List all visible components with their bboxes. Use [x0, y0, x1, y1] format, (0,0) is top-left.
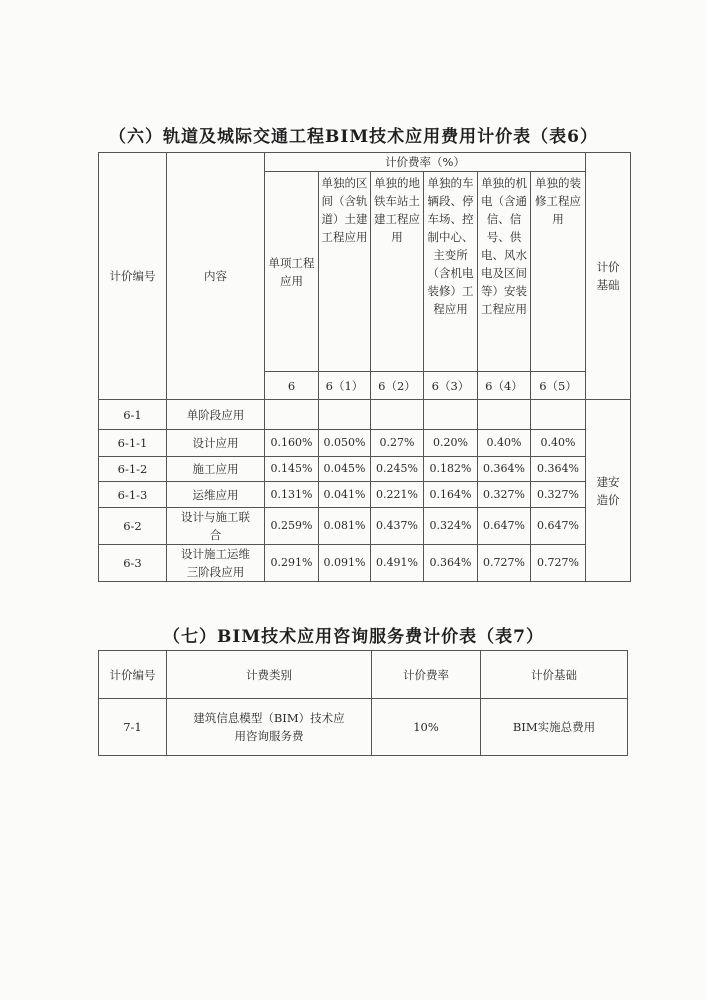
- rate-cell: 0.145%: [265, 457, 319, 482]
- rate-cell: [424, 400, 478, 430]
- row-content: 运维应用: [167, 482, 265, 508]
- row-code: 6-2: [99, 508, 167, 545]
- rate-cell: 0.20%: [424, 430, 478, 457]
- table7-title: （七）BIM技术应用咨询服务费计价表（表7）: [163, 627, 544, 647]
- rate-col-label: 单项工程应用: [265, 172, 319, 372]
- row-code: 6-1: [99, 400, 167, 430]
- header-code: 计价编号: [99, 651, 167, 699]
- rate-cell: 0.327%: [478, 482, 531, 508]
- row-code: 6-1-2: [99, 457, 167, 482]
- table-row: [99, 400, 631, 430]
- rate-cell: 0.491%: [371, 545, 424, 582]
- rate-cell: 0.727%: [478, 545, 531, 582]
- rate-cell: 0.437%: [371, 508, 424, 545]
- rate-cell: 0.182%: [424, 457, 478, 482]
- rate-cell: [265, 400, 319, 430]
- rate-col-label: 单独的机电（含通信、信号、供电、风水电及区间等）安装工程应用: [478, 172, 531, 372]
- table6: [98, 152, 631, 582]
- row-code: 6-3: [99, 545, 167, 582]
- header-basis: 计价基础: [481, 651, 628, 699]
- row-category: 建筑信息模型（BIM）技术应用咨询服务费: [167, 699, 372, 756]
- row-basis: BIM实施总费用: [481, 699, 628, 756]
- row-rate: 10%: [372, 699, 481, 756]
- header-category: 计费类别: [167, 651, 372, 699]
- row-content: 设计施工运维三阶段应用: [167, 545, 265, 582]
- table-row: [99, 482, 631, 508]
- rate-cell: 0.245%: [371, 457, 424, 482]
- rate-col-label: 单独的地铁车站土建工程应用: [371, 172, 424, 372]
- rate-cell: 0.327%: [531, 482, 586, 508]
- table-row: [99, 457, 631, 482]
- table6-title: （六）轨道及城际交通工程BIM技术应用费用计价表（表6）: [109, 127, 598, 147]
- row-code: 7-1: [99, 699, 167, 756]
- rate-col-label: 单独的车辆段、停车场、控制中心、主变所（含机电装修）工程应用: [424, 172, 478, 372]
- row-content: 设计应用: [167, 430, 265, 457]
- rate-cell: 0.364%: [531, 457, 586, 482]
- rate-col-code: 6（4）: [478, 372, 531, 400]
- rate-col-label: 单独的区间（含轨道）土建工程应用: [319, 172, 371, 372]
- rate-cell: 0.40%: [478, 430, 531, 457]
- rate-col-code: 6（5）: [531, 372, 586, 400]
- rate-cell: [531, 400, 586, 430]
- header-rate-group: 计价费率（%）: [265, 153, 586, 172]
- header-basis: 计价基础: [586, 153, 631, 400]
- rate-cell: 0.164%: [424, 482, 478, 508]
- header-code: 计价编号: [99, 153, 167, 400]
- rate-cell: 0.041%: [319, 482, 371, 508]
- rate-cell: 0.221%: [371, 482, 424, 508]
- row-code: 6-1-3: [99, 482, 167, 508]
- row-content: 设计与施工联合: [167, 508, 265, 545]
- header-rate: 计价费率: [372, 651, 481, 699]
- rate-col-code: 6（1）: [319, 372, 371, 400]
- rate-col-code: 6: [265, 372, 319, 400]
- rate-cell: 0.364%: [424, 545, 478, 582]
- basis-cell: 建安造价: [586, 400, 631, 582]
- table-row: [99, 545, 631, 582]
- rate-cell: 0.091%: [319, 545, 371, 582]
- table-row: [99, 699, 628, 756]
- rate-cell: 0.291%: [265, 545, 319, 582]
- header-content: 内容: [167, 153, 265, 400]
- rate-col-label: 单独的装修工程应用: [531, 172, 586, 372]
- table-row: [99, 508, 631, 545]
- rate-cell: 0.647%: [478, 508, 531, 545]
- rate-cell: 0.364%: [478, 457, 531, 482]
- row-content: 单阶段应用: [167, 400, 265, 430]
- rate-col-code: 6（3）: [424, 372, 478, 400]
- row-code: 6-1-1: [99, 430, 167, 457]
- rate-cell: 0.40%: [531, 430, 586, 457]
- rate-cell: 0.27%: [371, 430, 424, 457]
- rate-cell: 0.050%: [319, 430, 371, 457]
- rate-cell: 0.160%: [265, 430, 319, 457]
- rate-cell: [371, 400, 424, 430]
- rate-cell: 0.727%: [531, 545, 586, 582]
- table7: [98, 650, 628, 756]
- rate-cell: 0.324%: [424, 508, 478, 545]
- rate-cell: [478, 400, 531, 430]
- rate-cell: [319, 400, 371, 430]
- rate-cell: 0.131%: [265, 482, 319, 508]
- rate-col-code: 6（2）: [371, 372, 424, 400]
- rate-cell: 0.259%: [265, 508, 319, 545]
- rate-cell: 0.647%: [531, 508, 586, 545]
- rate-cell: 0.081%: [319, 508, 371, 545]
- rate-cell: 0.045%: [319, 457, 371, 482]
- table-row: [99, 430, 631, 457]
- row-content: 施工应用: [167, 457, 265, 482]
